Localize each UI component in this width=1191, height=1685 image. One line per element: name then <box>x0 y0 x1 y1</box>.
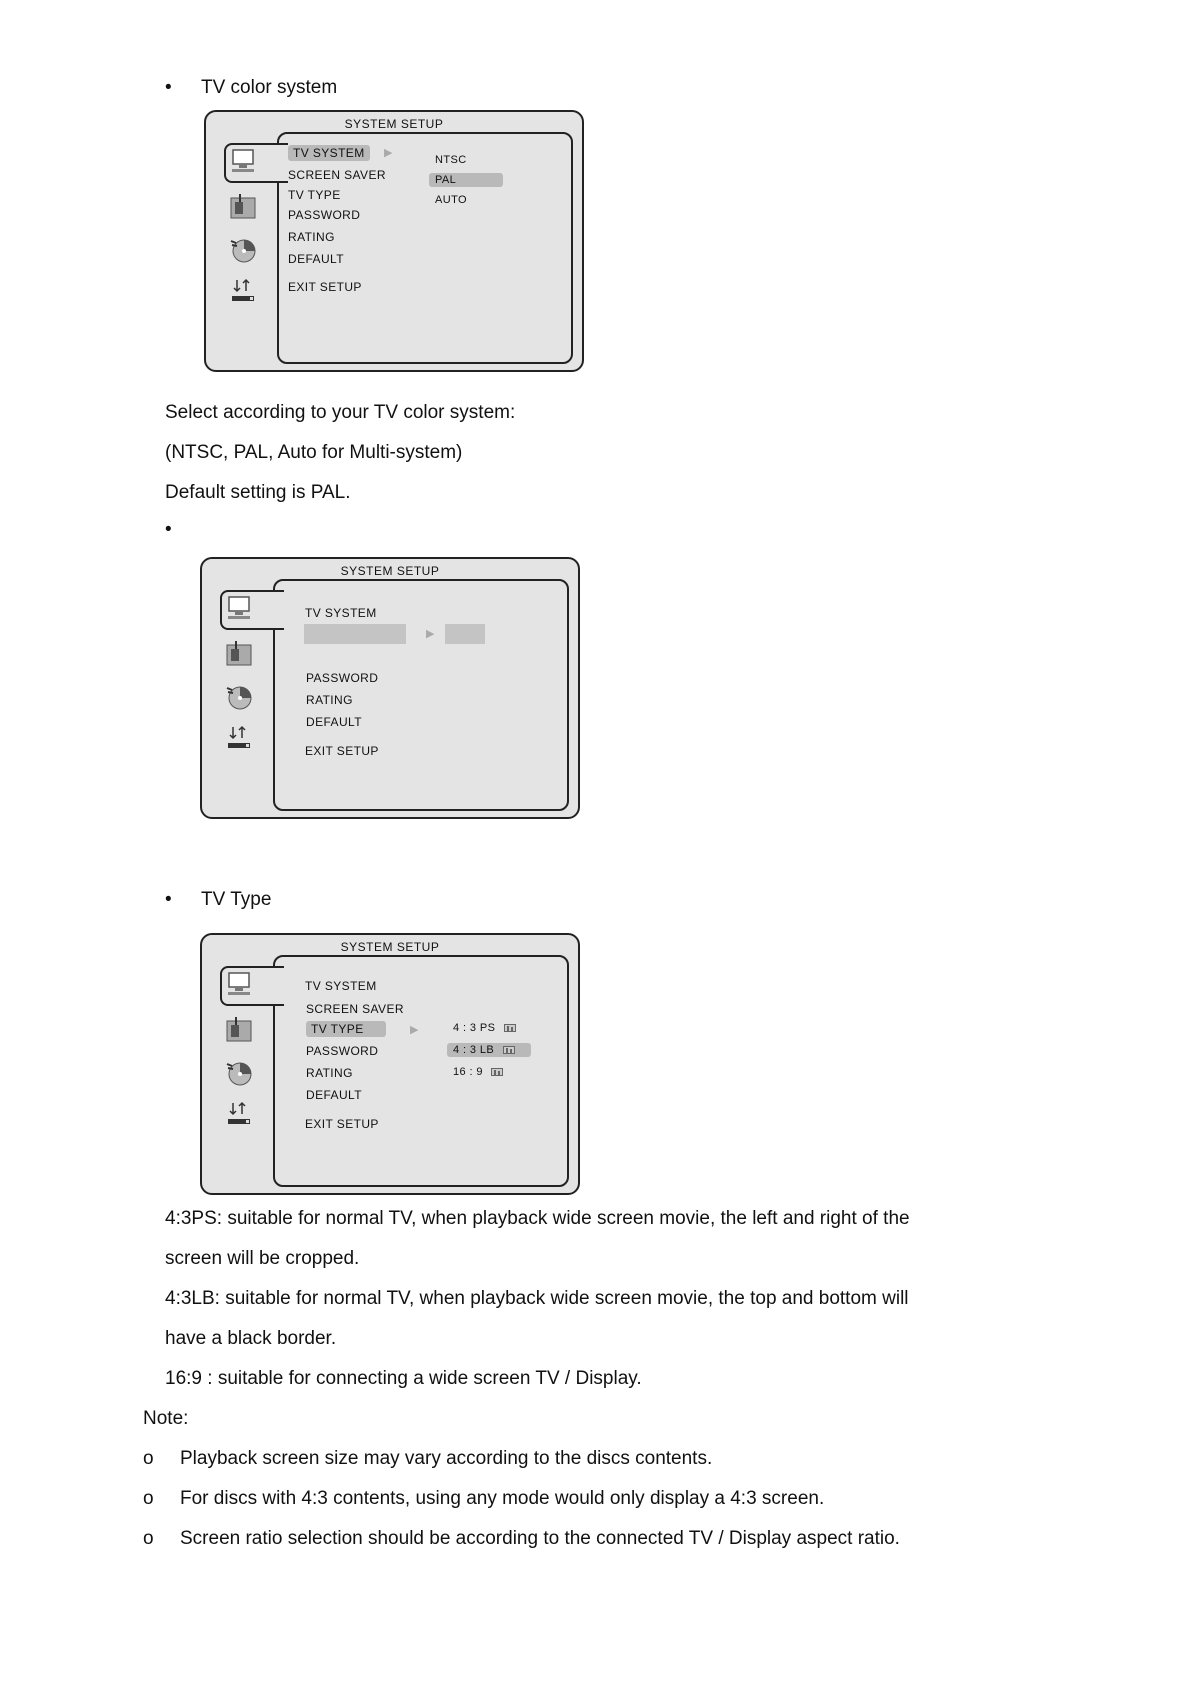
menu-item-password[interactable]: PASSWORD <box>288 208 361 222</box>
paragraph-line: 4:3LB: suitable for normal TV, when playback wide screen movie, the top and bottom will <box>165 1288 909 1309</box>
bullet-dot: • <box>165 889 172 910</box>
menu-item-screen-saver[interactable]: SCREEN SAVER <box>306 1002 404 1016</box>
osd-title: SYSTEM SETUP <box>340 564 440 578</box>
paragraph-line: (NTSC, PAL, Auto for Multi-system) <box>165 442 463 463</box>
osd-content-panel <box>277 132 573 364</box>
option-auto[interactable]: AUTO <box>435 194 467 206</box>
menu-item-exit-setup[interactable]: EXIT SETUP <box>288 280 362 294</box>
option-label: 4 : 3 LB <box>453 1044 495 1056</box>
hollow-bullet-icon: o <box>143 1448 154 1469</box>
highlighted-blank-item[interactable] <box>304 624 406 644</box>
menu-item-password[interactable]: PASSWORD <box>306 671 379 685</box>
menu-item-default[interactable]: DEFAULT <box>306 1088 362 1102</box>
submenu-arrow-icon: ▶ <box>410 1024 419 1036</box>
aspect-icon <box>504 1024 516 1032</box>
monitor-icon <box>224 969 254 999</box>
submenu-arrow-icon: ▶ <box>426 628 435 640</box>
hollow-bullet-icon: o <box>143 1528 154 1549</box>
disc-icon <box>224 682 254 712</box>
speaker-icon <box>224 1015 254 1045</box>
option-4-3-lb[interactable] <box>447 1043 531 1057</box>
menu-item-tv-type[interactable]: TV TYPE <box>288 188 341 202</box>
paragraph-line: Default setting is PAL. <box>165 482 351 503</box>
option-16-9[interactable] <box>453 1066 503 1078</box>
menu-item-default[interactable]: DEFAULT <box>306 715 362 729</box>
menu-item-exit-setup[interactable]: EXIT SETUP <box>305 1117 379 1131</box>
speaker-icon <box>224 639 254 669</box>
osd-system-setup-blank <box>200 557 580 819</box>
bullet-dot: • <box>165 77 172 98</box>
osd-title: SYSTEM SETUP <box>340 940 440 954</box>
highlighted-blank-option[interactable] <box>445 624 485 644</box>
paragraph-line: 16:9 : suitable for connecting a wide screen TV / Display. <box>165 1368 642 1389</box>
option-pal[interactable]: PAL <box>429 173 503 187</box>
monitor-icon <box>228 146 258 176</box>
menu-item-rating[interactable]: RATING <box>288 230 335 244</box>
menu-item-tv-type[interactable]: TV TYPE <box>306 1021 386 1037</box>
disc-icon <box>228 235 258 265</box>
menu-item-tv-system[interactable]: TV SYSTEM <box>288 145 370 161</box>
speaker-icon <box>228 192 258 222</box>
paragraph-line: 4:3PS: suitable for normal TV, when playback wide screen movie, the left and right of the <box>165 1208 910 1229</box>
disc-icon <box>224 1058 254 1088</box>
preference-icon <box>224 1100 254 1130</box>
preference-icon <box>224 724 254 754</box>
paragraph-line: have a black border. <box>165 1328 337 1349</box>
note-heading: Note: <box>143 1408 189 1429</box>
option-label: 16 : 9 <box>453 1066 483 1078</box>
section-heading: TV Type <box>201 889 272 910</box>
osd-title: SYSTEM SETUP <box>344 117 444 131</box>
menu-item-rating[interactable]: RATING <box>306 693 353 707</box>
menu-item-screen-saver[interactable]: SCREEN SAVER <box>288 168 386 182</box>
paragraph-line: Select according to your TV color system: <box>165 402 516 423</box>
osd-system-setup-tv-system <box>204 110 584 372</box>
menu-item-rating[interactable]: RATING <box>306 1066 353 1080</box>
aspect-icon <box>503 1046 515 1054</box>
monitor-icon <box>224 593 254 623</box>
note-text: Screen ratio selection should be according to the connected TV / Display aspect ratio. <box>180 1528 900 1549</box>
menu-item-default[interactable]: DEFAULT <box>288 252 344 266</box>
section-heading: TV color system <box>201 77 338 98</box>
paragraph-line: screen will be cropped. <box>165 1248 360 1269</box>
menu-item-exit-setup[interactable]: EXIT SETUP <box>305 744 379 758</box>
bullet-dot: • <box>165 519 172 540</box>
option-label: 4 : 3 PS <box>453 1022 496 1034</box>
preference-icon <box>228 277 258 307</box>
option-4-3-ps[interactable] <box>453 1022 516 1034</box>
aspect-icon <box>491 1068 503 1076</box>
menu-item-tv-system[interactable]: TV SYSTEM <box>305 606 377 620</box>
osd-system-setup-tv-type <box>200 933 580 1195</box>
note-text: For discs with 4:3 contents, using any mode would only display a 4:3 screen. <box>180 1488 825 1509</box>
menu-item-password[interactable]: PASSWORD <box>306 1044 379 1058</box>
menu-item-tv-system[interactable]: TV SYSTEM <box>305 979 377 993</box>
hollow-bullet-icon: o <box>143 1488 154 1509</box>
option-ntsc[interactable]: NTSC <box>435 154 467 166</box>
submenu-arrow-icon: ▶ <box>384 147 393 159</box>
note-text: Playback screen size may vary according to the discs contents. <box>180 1448 713 1469</box>
